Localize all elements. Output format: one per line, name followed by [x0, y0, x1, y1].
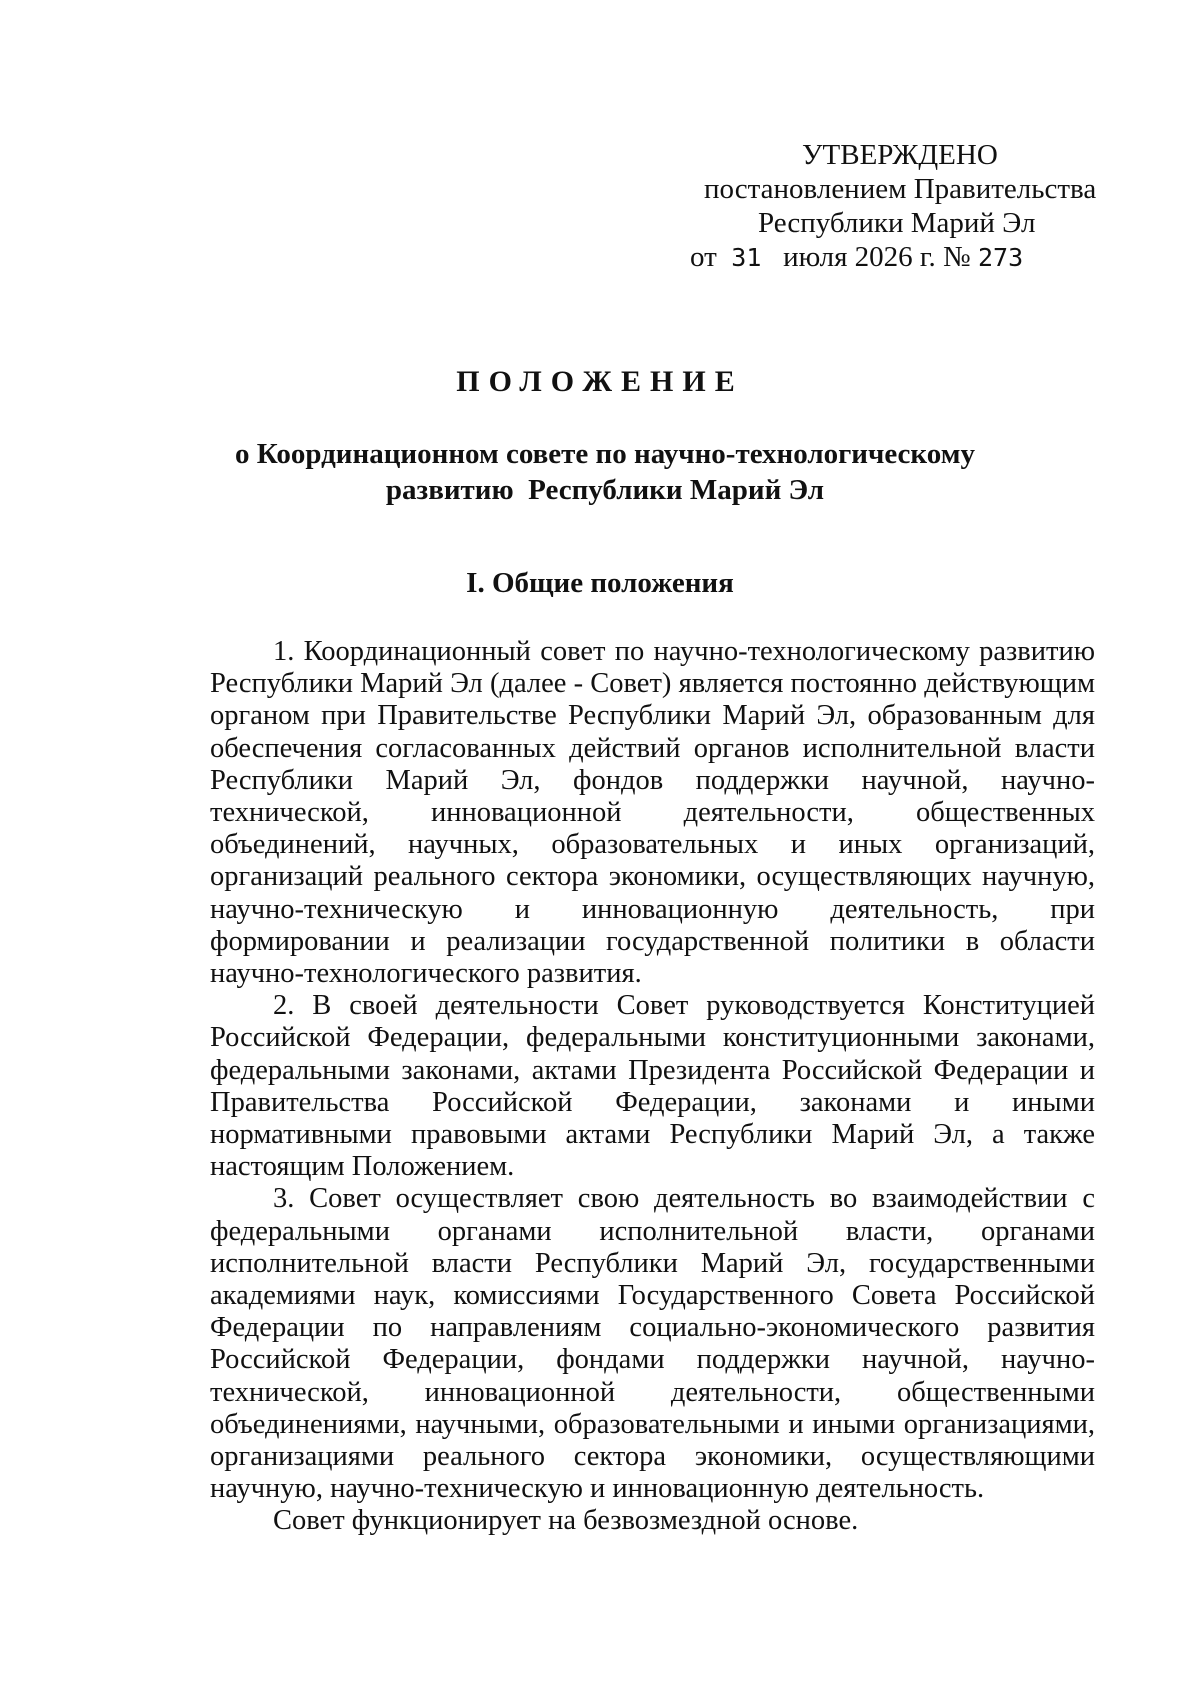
subtitle-line-2: развитию Республики Марий Эл: [385, 474, 825, 506]
document-body: [210, 636, 1095, 1538]
document-subtitle: [200, 436, 1010, 508]
approval-decree-line: постановлением Правительства: [704, 173, 1097, 205]
approval-number: 273: [977, 243, 1024, 272]
approval-date-prefix: от: [690, 241, 717, 273]
paragraph-2: 2. В своей деятельности Совет руководствуется Конституцией Российской Федерации, федеральными конституционными законами, федеральными законами, актами Президента Российской Федерации и Правительства Российской Федерации, законами и иными нормативными правовыми актами Республики Марий Эл, а также настоящим Положением.: [210, 990, 1095, 1183]
section-heading: I. Общие положения: [466, 567, 734, 599]
document-title: ПОЛОЖЕНИЕ: [456, 365, 744, 398]
approval-stamp-block: [690, 138, 1110, 275]
approval-date-rest: июля 2026 г. №: [783, 241, 971, 273]
approval-date-line: [690, 240, 1110, 275]
approval-heading: УТВЕРЖДЕНО: [802, 139, 998, 171]
paragraph-1: 1. Координационный совет по научно-технологическому развитию Республики Марий Эл (далее - Совет) является постоянно действующим органом при Правительстве Республики Марий Эл, образованным для обеспечения согласованных действий органов исполнительной власти Республики Марий Эл, фондов поддержки научной, научно-технической, инновационной деятельности, общественных объединений, научных, образовательных и иных организаций, организаций реального сектора экономики, осуществляющих научную, научно-техническую и инновационную деятельность, при формировании и реализации государственной политики в области научно-технологического развития.: [210, 636, 1095, 990]
approval-day: 31: [731, 243, 762, 272]
approval-republic-line: Республики Марий Эл: [758, 207, 1036, 239]
subtitle-line-1: о Координационном совете по научно-технологическому: [235, 438, 975, 470]
paragraph-4: Совет функционирует на безвозмездной основе.: [273, 1505, 859, 1537]
paragraph-3: 3. Совет осуществляет свою деятельность во взаимодействии с федеральными органами исполнительной власти, органами исполнительной власти Республики Марий Эл, государственными академиями наук, комиссиями Государственного Совета Российской Федерации по направлениям социально-экономического развития Российской Федерации, фондами поддержки научной, научно-технической, инновационной деятельности, общественными объединениями, научными, образовательными и иными организациями, организациями реального сектора экономики, осуществляющими научную, научно-техническую и инновационную деятельность.: [210, 1183, 1095, 1505]
